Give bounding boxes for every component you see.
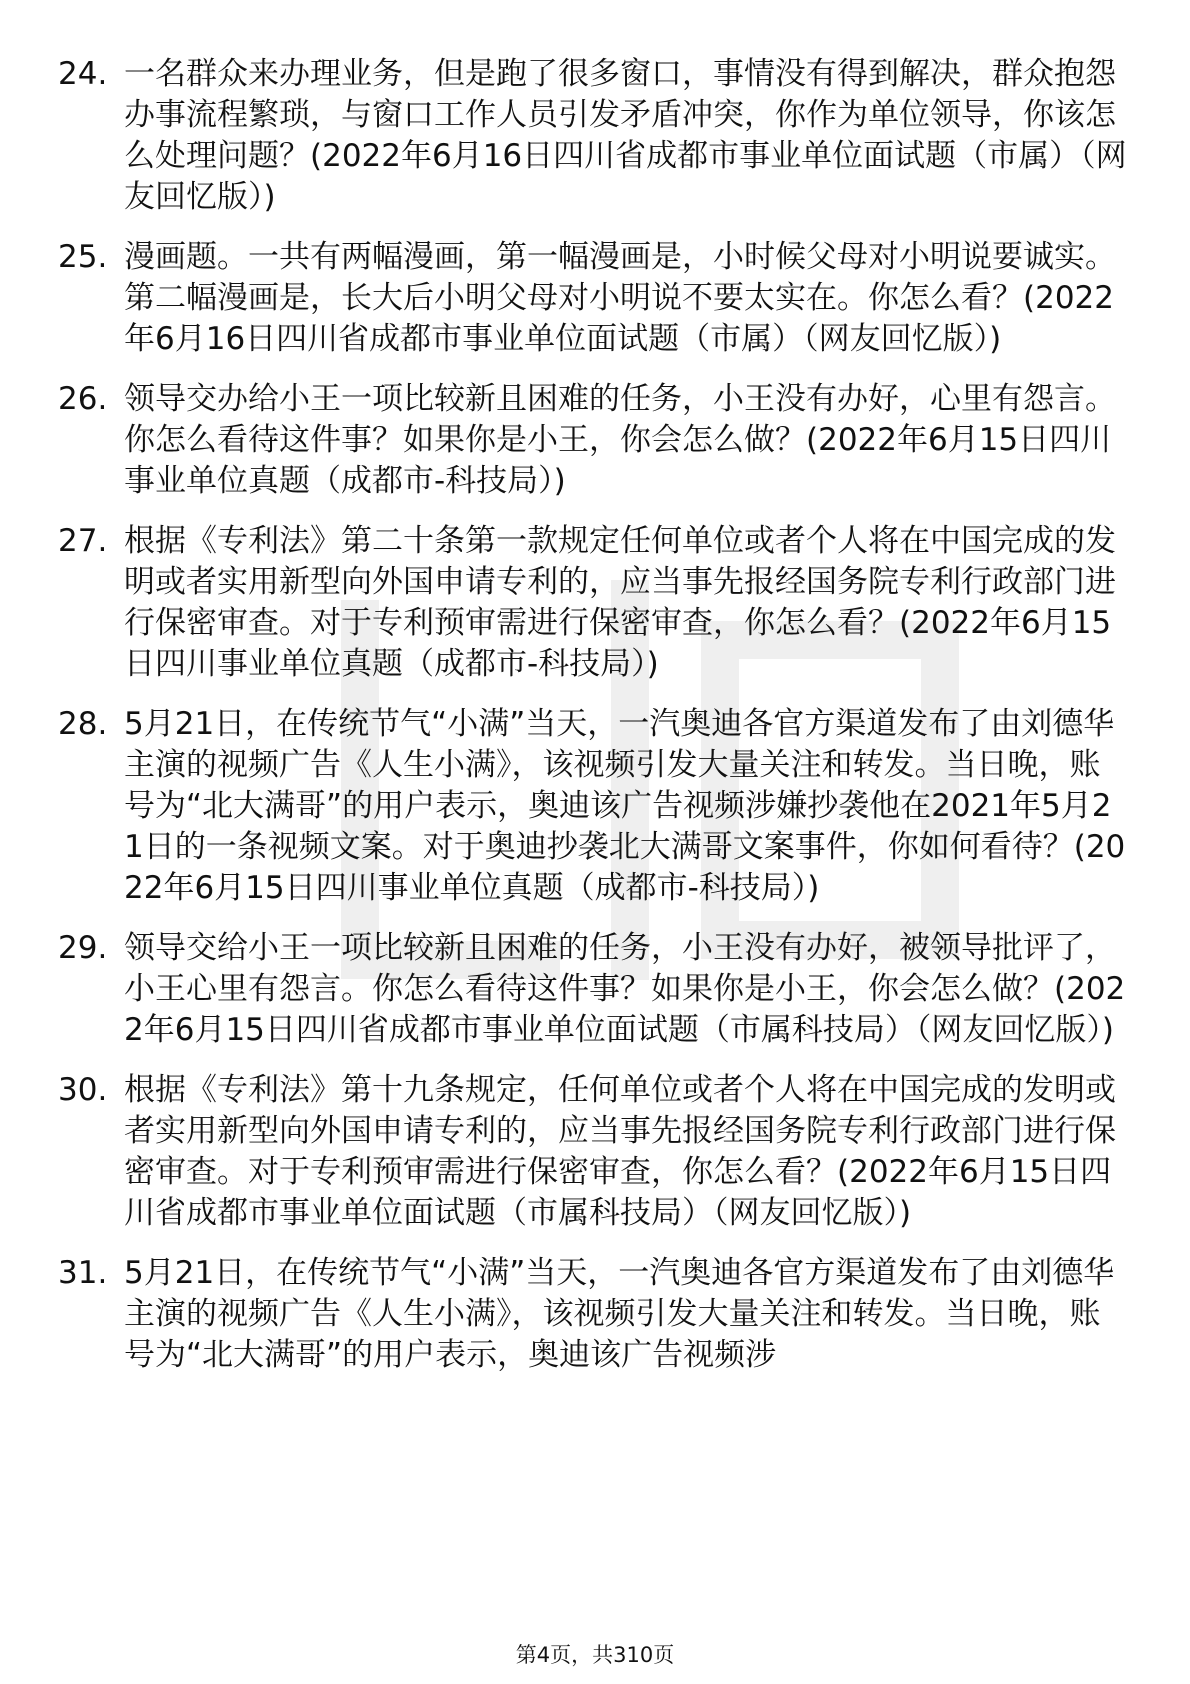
question-text: 漫画题。一共有两幅漫画，第一幅漫画是，小时候父母对小明说要诚实。第二幅漫画是，长大后小明父母对小明说不要太实在。你怎么看？(2022年6月16日四川省成都市事业单位面试题（市属）（网友回忆版）)	[124, 239, 1116, 357]
question-text: 领导交办给小王一项比较新且困难的任务，小王没有办好，心里有怨言。你怎么看待这件事？如果你是小王，你会怎么做？(2022年6月15日四川事业单位真题（成都市-科技局）)	[124, 381, 1116, 499]
question-text: 根据《专利法》第二十条第一款规定任何单位或者个人将在中国完成的发明或者实用新型向外国申请专利的，应当事先报经国务院专利行政部门进行保密审查。对于专利预审需进行保密审查，你怎么看？(2022年6月15日四川事业单位真题（成都市-科技局）)	[124, 523, 1116, 682]
question-item	[58, 379, 1138, 502]
question-list	[58, 54, 1138, 1395]
question-item	[58, 237, 1138, 360]
question-item	[58, 704, 1138, 909]
question-item	[58, 1070, 1138, 1234]
question-text: 根据《专利法》第十九条规定，任何单位或者个人将在中国完成的发明或者实用新型向外国申请专利的，应当事先报经国务院专利行政部门进行保密审查。对于专利预审需进行保密审查，你怎么看？(2022年6月15日四川省成都市事业单位面试题（市属科技局）（网友回忆版）)	[124, 1072, 1116, 1231]
question-number: 30.	[58, 1072, 108, 1108]
question-number: 26.	[58, 381, 108, 417]
question-number: 25.	[58, 239, 108, 275]
question-item	[58, 54, 1138, 218]
question-text: 5月21日，在传统节气“小满”当天，一汽奥迪各官方渠道发布了由刘德华主演的视频广告《人生小满》，该视频引发大量关注和转发。当日晚，账号为“北大满哥”的用户表示，奥迪该广告视频涉嫌抄袭他在2021年5月21日的一条视频文案。对于奥迪抄袭北大满哥文案事件，你如何看待？(2022年6月15日四川事业单位真题（成都市-科技局）)	[124, 706, 1126, 906]
question-number: 31.	[58, 1255, 108, 1291]
question-number: 28.	[58, 706, 108, 742]
page-footer: 第4页，共310页	[515, 1643, 675, 1667]
question-number: 29.	[58, 930, 108, 966]
question-item	[58, 928, 1138, 1051]
question-item	[58, 1253, 1138, 1376]
question-item	[58, 521, 1138, 685]
question-number: 24.	[58, 56, 108, 92]
question-number: 27.	[58, 523, 108, 559]
question-text: 5月21日，在传统节气“小满”当天，一汽奥迪各官方渠道发布了由刘德华主演的视频广告《人生小满》，该视频引发大量关注和转发。当日晚，账号为“北大满哥”的用户表示，奥迪该广告视频涉	[124, 1255, 1115, 1373]
question-text: 领导交给小王一项比较新且困难的任务，小王没有办好，被领导批评了，小王心里有怨言。你怎么看待这件事？如果你是小王，你会怎么做？(2022年6月15日四川省成都市事业单位面试题（市属科技局）（网友回忆版）)	[124, 930, 1126, 1048]
question-text: 一名群众来办理业务，但是跑了很多窗口，事情没有得到解决，群众抱怨办事流程繁琐，与窗口工作人员引发矛盾冲突，你作为单位领导，你该怎么处理问题？(2022年6月16日四川省成都市事业单位面试题（市属）（网友回忆版）)	[124, 56, 1127, 215]
